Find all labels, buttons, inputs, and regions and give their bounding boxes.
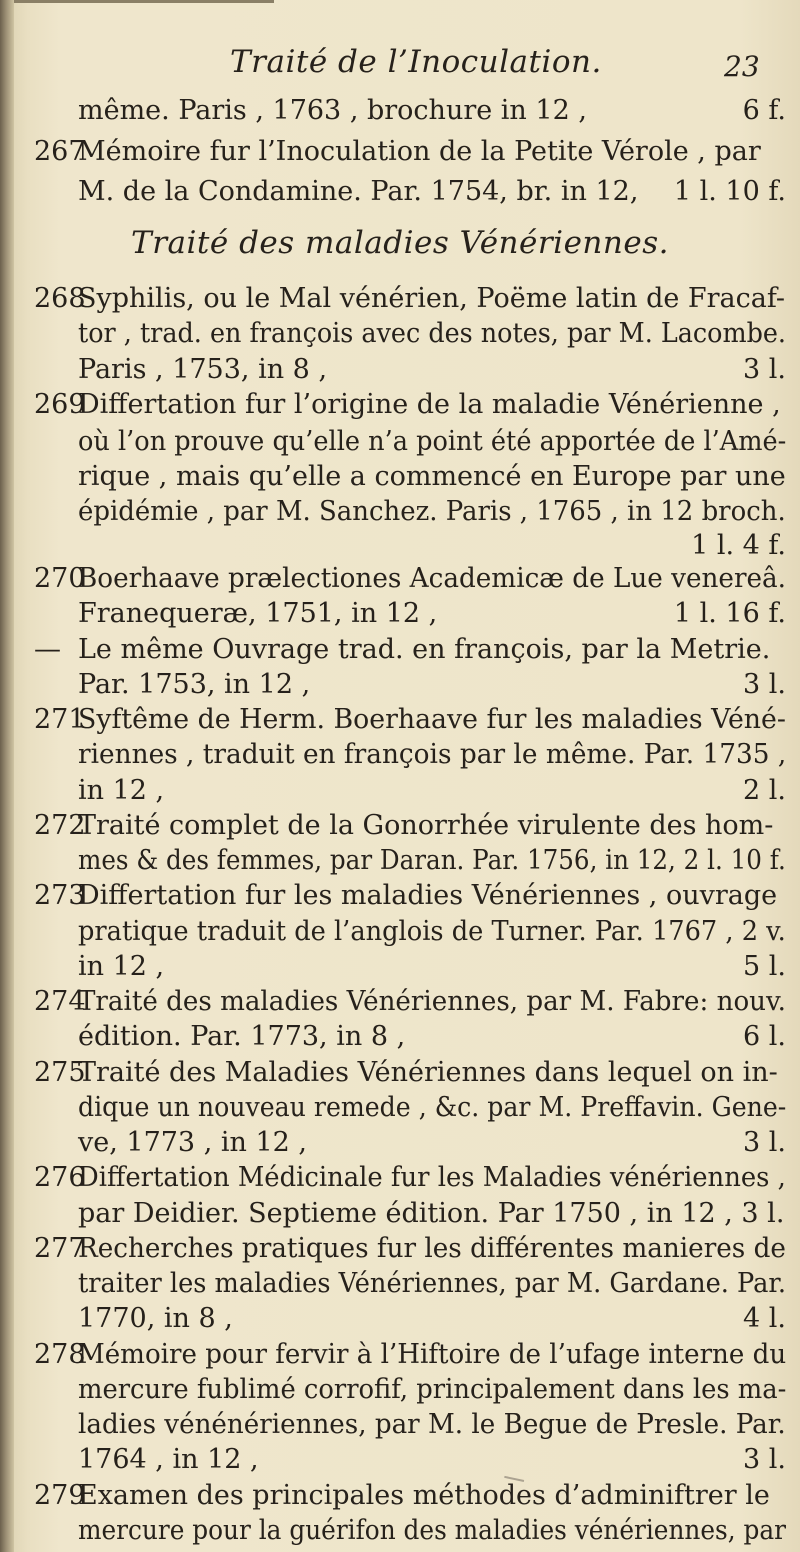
text-line <box>0 842 800 880</box>
entry-text: pratique traduit de l’anglois de Turner. Par. 1767 , 2 v. <box>78 916 786 947</box>
text-line <box>0 493 800 531</box>
entry-number: 272 <box>34 810 86 841</box>
entry-text: Traité des maladies Vénériennes, par M. Fabre: nouv. <box>78 986 786 1017</box>
text-line <box>0 1477 800 1515</box>
entry-text: Boerhaave prælectiones Academicæ de Lue venereâ. <box>78 563 787 594</box>
entry-text: Differtation fur l’origine de la maladie Vénérienne , <box>78 389 781 420</box>
text-line <box>0 1054 800 1092</box>
entry-text: Paris , 1753, in 8 , <box>78 354 328 385</box>
entry-price: 6 l. <box>743 1021 786 1052</box>
text-line <box>0 913 800 951</box>
entry-number: 267 <box>34 136 86 167</box>
entry-text: où l’on prouve qu’elle n’a point été apportée de l’Amé- <box>78 426 787 457</box>
text-line <box>0 666 800 704</box>
entry-text: tor , trad. en françois avec des notes, par M. Lacombe. <box>78 318 787 349</box>
entry-text: mes & des femmes, par Daran. Par. 1756, in 12, 2 l. 10 f. <box>78 845 786 876</box>
entry-number: 276 <box>34 1162 86 1193</box>
text-line <box>0 807 800 845</box>
entry-text: mercure pour la guérifon des maladies vénériennes, par <box>78 1515 787 1546</box>
entry-text: dique un nouveau remede , &c. par M. Preffavin. Gene- <box>78 1092 787 1123</box>
entry-text: 1764 , in 12 , <box>78 1444 259 1475</box>
text-line <box>0 1089 800 1127</box>
entry-number: 275 <box>34 1057 86 1088</box>
entry-price: 1 l. 4 f. <box>691 530 786 561</box>
text-line <box>0 458 800 496</box>
entry-price: 1 l. 16 f. <box>673 598 786 629</box>
text-line <box>0 772 800 810</box>
entry-text: 1770, in 8 , <box>78 1303 233 1334</box>
entry-text: épidémie , par M. Sanchez. Paris , 1765 , in 12 broch. <box>78 496 786 527</box>
text-line <box>0 1195 800 1233</box>
entry-number: 274 <box>34 986 86 1017</box>
entry-text: même. Paris , 1763 , brochure in 12 , <box>78 95 587 126</box>
text-line <box>0 1230 800 1268</box>
text-line <box>0 1300 800 1338</box>
text-line <box>0 1406 800 1444</box>
entry-price: 6 f. <box>742 95 786 126</box>
text-line <box>0 133 800 171</box>
text-line <box>0 1124 800 1162</box>
entry-number: 270 <box>34 563 86 594</box>
entry-number: 277 <box>34 1233 86 1264</box>
text-line <box>0 423 800 461</box>
entry-text: rique , mais qu’elle a commencé en Europe par une <box>78 461 786 492</box>
page-number: 23 <box>724 50 760 83</box>
text-line <box>0 948 800 986</box>
entry-text: ve, 1773 , in 12 , <box>78 1127 307 1158</box>
text-line <box>0 1512 800 1550</box>
entry-number: 279 <box>34 1480 86 1511</box>
entry-text: édition. Par. 1773, in 8 , <box>78 1021 406 1052</box>
entry-price: 4 l. <box>743 1303 786 1334</box>
text-line <box>0 386 800 424</box>
text-line <box>0 983 800 1021</box>
entry-number: 268 <box>34 283 86 314</box>
running-title: Traité de l’Inoculation. <box>230 44 602 80</box>
entry-text: Le même Ouvrage trad. en françois, par la Metrie. <box>78 634 771 665</box>
entry-text: ladies vénénériennes, par M. le Begue de Presle. Par. <box>78 1409 786 1440</box>
section-title: Traité des maladies Vénériennes. <box>131 225 669 261</box>
text-line <box>0 351 800 389</box>
entry-text: Traité complet de la Gonorrhée virulente des hom- <box>78 810 774 841</box>
entry-text: Mémoire pour fervir à l’Hiftoire de l’ufage interne du <box>78 1339 787 1370</box>
entry-text: Franequeræ, 1751, in 12 , <box>78 598 438 629</box>
entry-text: Syftême de Herm. Boerhaave fur les maladies Véné- <box>78 704 786 735</box>
entry-number: — <box>34 634 61 665</box>
entry-text: Mémoire fur l’Inoculation de la Petite Vérole , par <box>78 136 761 167</box>
entry-text: Differtation Médicinale fur les Maladies vénériennes , <box>78 1162 786 1193</box>
page-header <box>0 44 800 90</box>
text-line <box>0 1371 800 1409</box>
text-line <box>0 1159 800 1197</box>
entry-number: 278 <box>34 1339 86 1370</box>
entry-text: in 12 , <box>78 775 165 806</box>
entry-text: Traité des Maladies Vénériennes dans lequel on in- <box>78 1057 778 1088</box>
text-line <box>0 595 800 633</box>
entry-text: Recherches pratiques fur les différentes manieres de <box>78 1233 786 1264</box>
text-line <box>0 173 800 211</box>
entry-number: 273 <box>34 880 86 911</box>
entry-text: riennes , traduit en françois par le même. Par. 1735 , <box>78 739 787 770</box>
text-line <box>0 92 800 130</box>
entry-number: 271 <box>34 704 86 735</box>
entry-price: 5 l. <box>743 951 786 982</box>
entry-text: Differtation fur les maladies Vénériennes , ouvrage <box>78 880 778 911</box>
entry-price: 3 l. <box>743 1127 786 1158</box>
text-line <box>0 736 800 774</box>
text-line <box>0 1336 800 1374</box>
text-line <box>0 1265 800 1303</box>
entry-text: Syphilis, ou le Mal vénérien, Poëme latin de Fracaf- <box>78 283 786 314</box>
entry-number: 269 <box>34 389 86 420</box>
entry-text: par Deidier. Septieme édition. Par 1750 , in 12 , 3 l. <box>78 1198 785 1229</box>
text-line <box>0 877 800 915</box>
entry-price: 1 l. 10 f. <box>673 176 786 207</box>
entry-text: M. de la Condamine. Par. 1754, br. in 12, <box>78 176 639 207</box>
text-line <box>0 631 800 669</box>
entry-text: Examen des principales méthodes d’adminiftrer le <box>78 1480 770 1511</box>
page-edge <box>14 0 274 3</box>
entry-text: traiter les maladies Vénériennes, par M. Gardane. Par. <box>78 1268 786 1299</box>
text-line <box>0 280 800 318</box>
entry-text: Par. 1753, in 12 , <box>78 669 311 700</box>
text-line <box>0 1018 800 1056</box>
entry-price: 3 l. <box>743 1444 786 1475</box>
entry-text: mercure fublimé corrofif, principalement dans les ma- <box>78 1374 787 1405</box>
entry-text: in 12 , <box>78 951 165 982</box>
entry-price: 3 l. <box>743 354 786 385</box>
text-line <box>0 315 800 353</box>
text-line <box>0 560 800 598</box>
text-line <box>0 701 800 739</box>
entry-price: 3 l. <box>743 669 786 700</box>
entry-price: 2 l. <box>743 775 786 806</box>
text-line <box>0 1441 800 1479</box>
